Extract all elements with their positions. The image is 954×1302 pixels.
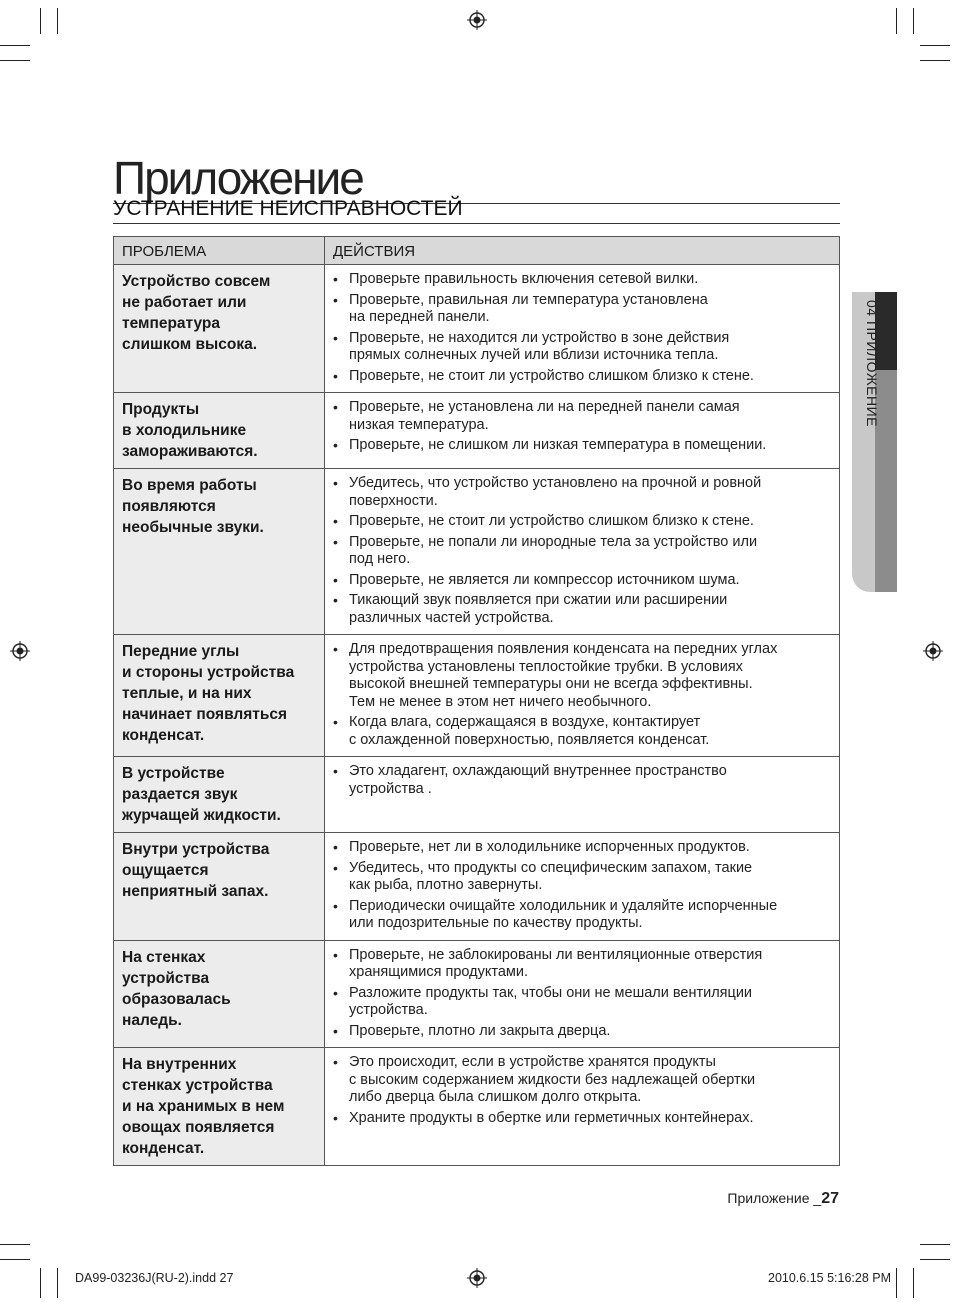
action-item: • Тикающий звук появляется при сжатии или расширении различных частей устройства. — [333, 592, 835, 627]
column-header-actions: ДЕЙСТВИЯ — [325, 237, 840, 265]
action-item: • Проверьте, не заблокированы ли вентиляционные отверстия хранящимися продуктами. — [333, 947, 835, 982]
table-row — [114, 635, 840, 757]
troubleshooting-table — [113, 236, 840, 1166]
crop-mark — [913, 1268, 914, 1298]
print-slug-file: DA99-03236J(RU-2).indd 27 — [75, 1271, 234, 1285]
action-item: • Проверьте, не слишком ли низкая температура в помещении. — [333, 437, 835, 455]
action-item: • Когда влага, содержащаяся в воздухе, контактирует с охлажденной поверхностью, появляется конденсат. — [333, 714, 835, 749]
crop-mark — [920, 45, 950, 46]
problem-cell: В устройстве раздается звук журчащей жидкости. — [114, 757, 325, 833]
page-footer — [727, 1190, 839, 1208]
actions-list — [333, 641, 835, 749]
action-item: • Проверьте, не находится ли устройство в зоне действия прямых солнечных лучей или вблизи источника тепла. — [333, 330, 835, 365]
actions-cell — [325, 469, 840, 635]
footer-label: Приложение _ — [727, 1190, 822, 1206]
action-item: • Периодически очищайте холодильник и удаляйте испорченные или подозрительные по качеству продукты. — [333, 898, 835, 933]
crop-mark — [0, 45, 30, 46]
crop-mark — [0, 60, 30, 61]
actions-list — [333, 763, 835, 798]
column-header-problem: ПРОБЛЕМА — [114, 237, 325, 265]
crop-mark — [896, 8, 897, 34]
crop-mark — [920, 60, 950, 61]
chapter-side-tab — [852, 292, 897, 592]
table-row — [114, 469, 840, 635]
crop-mark — [0, 1244, 30, 1245]
table-row — [114, 757, 840, 833]
registration-mark-icon — [467, 1268, 487, 1288]
actions-cell — [325, 757, 840, 833]
action-item: • Проверьте, не установлена ли на передней панели самая низкая температура. — [333, 399, 835, 434]
problem-cell: Внутри устройства ощущается неприятный запах. — [114, 833, 325, 941]
crop-mark — [57, 8, 58, 34]
page-number: 27 — [821, 1190, 839, 1207]
crop-mark — [40, 1268, 41, 1298]
table-row — [114, 833, 840, 941]
action-item: • Проверьте, правильная ли температура установлена на передней панели. — [333, 292, 835, 327]
table-body — [114, 265, 840, 1166]
actions-list — [333, 271, 835, 385]
actions-list — [333, 947, 835, 1041]
action-item: • Проверьте правильность включения сетевой вилки. — [333, 271, 835, 289]
actions-list — [333, 839, 835, 933]
table-header-row — [114, 237, 840, 265]
crop-mark — [57, 1268, 58, 1298]
table-row — [114, 265, 840, 393]
action-item: • Проверьте, плотно ли закрыта дверца. — [333, 1023, 835, 1041]
action-item: • Разложите продукты так, чтобы они не мешали вентиляции устройства. — [333, 985, 835, 1020]
crop-mark — [913, 8, 914, 34]
action-item: • Это хладагент, охлаждающий внутреннее пространство устройства . — [333, 763, 835, 798]
problem-cell: Передние углы и стороны устройства теплые, и на них начинает появляться конденсат. — [114, 635, 325, 757]
crop-mark — [0, 1259, 30, 1260]
registration-mark-icon — [10, 641, 30, 661]
action-item: • Убедитесь, что устройство установлено на прочной и ровной поверхности. — [333, 475, 835, 510]
registration-mark-icon — [467, 10, 487, 30]
action-item: • Храните продукты в обертке или герметичных контейнерах. — [333, 1110, 835, 1128]
actions-cell — [325, 635, 840, 757]
section-title: УСТРАНЕНИЕ НЕИСПРАВНОСТЕЙ — [113, 197, 840, 224]
problem-cell: Продукты в холодильнике замораживаются. — [114, 393, 325, 469]
actions-cell — [325, 265, 840, 393]
actions-list — [333, 475, 835, 627]
actions-cell — [325, 393, 840, 469]
actions-list — [333, 399, 835, 455]
crop-mark — [920, 1244, 950, 1245]
table-row — [114, 393, 840, 469]
problem-cell: Во время работы появляются необычные звуки. — [114, 469, 325, 635]
table-row — [114, 1048, 840, 1166]
action-item: • Проверьте, не попали ли инородные тела за устройство или под него. — [333, 534, 835, 569]
problem-cell: На стенках устройства образовалась наледь. — [114, 940, 325, 1048]
actions-cell — [325, 1048, 840, 1166]
crop-mark — [896, 1268, 897, 1298]
side-tab-label: 04 ПРИЛОЖЕНИЕ — [864, 300, 880, 427]
crop-mark — [920, 1259, 950, 1260]
action-item: • Проверьте, не стоит ли устройство слишком близко к стене. — [333, 368, 835, 386]
action-item: • Убедитесь, что продукты со специфическим запахом, такие как рыба, плотно завернуты. — [333, 860, 835, 895]
problem-cell: На внутренних стенках устройства и на хранимых в нем овощах появляется конденсат. — [114, 1048, 325, 1166]
actions-list — [333, 1054, 835, 1127]
print-slug-datetime: 2010.6.15 5:16:28 PM — [768, 1271, 892, 1285]
registration-mark-icon — [923, 641, 943, 661]
actions-cell — [325, 833, 840, 941]
action-item: • Проверьте, не стоит ли устройство слишком близко к стене. — [333, 513, 835, 531]
action-item: • Для предотвращения появления конденсата на передних углах устройства установлены теплостойкие трубки. В условиях высокой внешней температуры они не всегда эффективны. Тем не менее в этом нет ничего необычного. — [333, 641, 835, 711]
actions-cell — [325, 940, 840, 1048]
table-row — [114, 940, 840, 1048]
action-item: • Проверьте, нет ли в холодильнике испорченных продуктов. — [333, 839, 835, 857]
crop-mark — [40, 8, 41, 34]
page-title: Приложение — [113, 155, 840, 204]
action-item: • Проверьте, не является ли компрессор источником шума. — [333, 572, 835, 590]
action-item: • Это происходит, если в устройстве хранятся продукты с высоким содержанием жидкости без надлежащей обертки либо дверца была слишком долго открыта. — [333, 1054, 835, 1107]
problem-cell: Устройство совсем не работает или температура слишком высока. — [114, 265, 325, 393]
